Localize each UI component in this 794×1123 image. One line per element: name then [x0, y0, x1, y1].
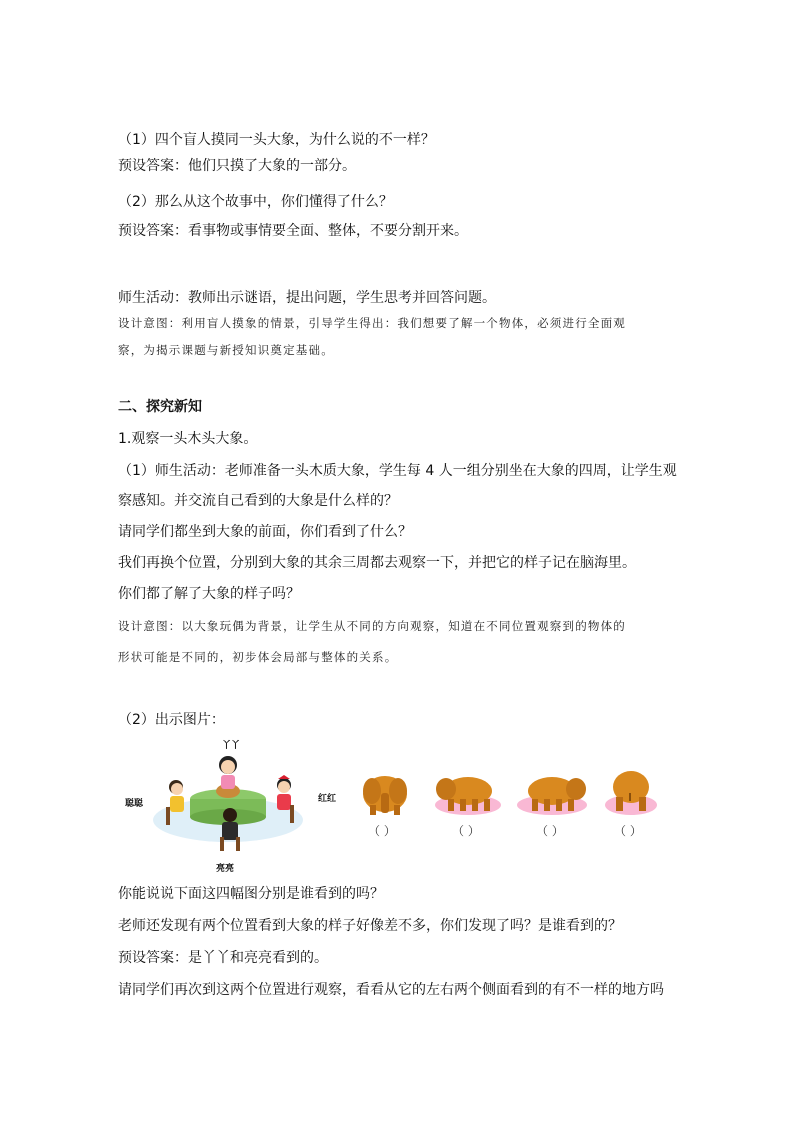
name-label-right: 红红: [318, 794, 337, 804]
show-picture-label: （2）出示图片：: [118, 712, 225, 728]
name-label-bottom: 亮亮: [216, 864, 235, 874]
paragraph-4: 请同学们再次到这两个位置进行观察，看看从它的左右两个侧面看到的有不一样的地方吗: [118, 982, 664, 998]
illustration: [118, 735, 678, 875]
answer-3: 预设答案：是丫丫和亮亮看到的。: [118, 950, 328, 966]
answer-blank-3: （ ）: [536, 824, 564, 838]
elephant-view-front: [360, 769, 410, 819]
paragraph-1: 请同学们都坐到大象的前面，你们看到了什么？: [118, 524, 412, 540]
name-label-top: 丫丫: [222, 741, 241, 751]
answer-blank-4: （ ）: [614, 824, 642, 838]
question-3: 你能说说下面这四幅图分别是谁看到的吗？: [118, 886, 384, 902]
section-heading: 二、探究新知: [118, 399, 202, 415]
question-1: （1）四个盲人摸同一头大象，为什么说的不一样？: [118, 132, 435, 148]
design-intent-2-line1: 设计意图：以大象玩偶为背景，让学生从不同的方向观察，知道在不同位置观察到的物体的: [118, 619, 626, 633]
answer-2: 预设答案：看事物或事情要全面、整体，不要分割开来。: [118, 223, 468, 239]
elephant-view-back: [604, 765, 658, 825]
question-4: 老师还发现有两个位置看到大象的样子好像差不多，你们发现了吗？是谁看到的？: [118, 918, 622, 934]
activity-2-line1: （1）师生活动：老师准备一头木质大象，学生每 4 人一组分别坐在大象的四周，让学生观: [118, 463, 677, 479]
name-label-left: 聪聪: [125, 799, 144, 809]
design-intent-1-line1: 设计意图：利用盲人摸象的情景，引导学生得出：我们想要了解一个物体，必须进行全面观: [118, 316, 626, 330]
elephant-view-side-2: [516, 765, 588, 825]
answer-blank-1: （ ）: [368, 824, 396, 838]
answer-1: 预设答案：他们只摸了大象的一部分。: [118, 158, 356, 174]
answer-blank-2: （ ）: [452, 824, 480, 838]
children-table-scene: [118, 735, 328, 875]
item-1: 1.观察一头木头大象。: [118, 431, 258, 447]
activity-2-line2: 察感知。并交流自己看到的大象是什么样的？: [118, 493, 398, 509]
design-intent-2-line2: 形状可能是不同的，初步体会局部与整体的关系。: [118, 650, 398, 664]
paragraph-3: 你们都了解了大象的样子吗？: [118, 586, 300, 602]
design-intent-1-line2: 察，为揭示课题与新授知识奠定基础。: [118, 343, 334, 357]
paragraph-2: 我们再换个位置，分别到大象的其余三周都去观察一下，并把它的样子记在脑海里。: [118, 555, 636, 571]
question-2: （2）那么从这个故事中，你们懂得了什么？: [118, 194, 393, 210]
activity-1: 师生活动：教师出示谜语，提出问题，学生思考并回答问题。: [118, 290, 496, 306]
elephant-view-side-1: [434, 765, 502, 825]
